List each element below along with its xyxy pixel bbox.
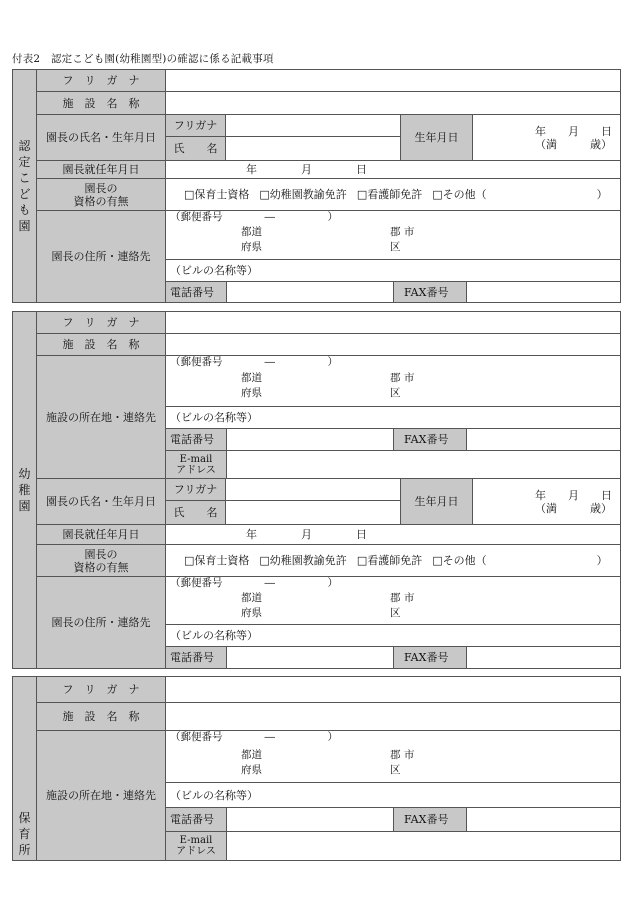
todo-label: 都道 xyxy=(241,372,262,384)
phone-label: 電話番号 xyxy=(166,647,227,668)
facility-name-label: 施 設 名 称 xyxy=(37,334,166,356)
qual-kangoshi[interactable]: □看護師免許 xyxy=(356,554,423,567)
facility-name-field[interactable] xyxy=(166,334,621,356)
email-label-l1: E-mail xyxy=(179,453,213,465)
director-address-field[interactable] xyxy=(166,211,621,260)
fuken-label: 府県 xyxy=(241,241,262,253)
qualification-label-l2: 資格の有無 xyxy=(73,194,129,208)
furigana-field[interactable] xyxy=(166,677,621,703)
email-field[interactable] xyxy=(227,832,621,860)
gun-shi-label: 郡 市 xyxy=(390,592,415,604)
section-label-text: 保育所 xyxy=(18,811,31,857)
facility-name-field[interactable] xyxy=(166,92,621,115)
fax-field[interactable] xyxy=(467,429,621,450)
fuken-label: 府県 xyxy=(241,607,262,619)
furigana-label: フ リ ガ ナ xyxy=(37,677,166,703)
phone-label: 電話番号 xyxy=(166,282,227,302)
building-field[interactable]: （ビルの名称等） xyxy=(166,625,621,647)
qualification-label xyxy=(37,179,166,211)
birth-ymd: 年 月 日 xyxy=(535,124,612,138)
section-label-hoikusho xyxy=(13,677,37,861)
section-yochien xyxy=(12,311,621,669)
qual-kyoyu[interactable]: □幼稚園教諭免許 xyxy=(259,554,347,567)
email-label-l2: アドレス xyxy=(176,464,216,476)
director-furigana-field[interactable] xyxy=(226,479,401,501)
phone-field[interactable] xyxy=(227,282,394,302)
phone-field[interactable] xyxy=(227,808,394,831)
email-row xyxy=(166,451,621,479)
ku-label: 区 xyxy=(390,387,401,399)
phone-fax-row xyxy=(166,647,621,669)
fax-label: FAX番号 xyxy=(394,808,467,831)
form-title: 付表2 認定こども園(幼稚園型)の確認に係る記載事項 xyxy=(12,53,274,65)
phone-field[interactable] xyxy=(227,647,394,668)
fax-label: FAX番号 xyxy=(394,282,467,302)
qualification-label-l2: 資格の有無 xyxy=(73,560,129,574)
gun-shi-label: 郡 市 xyxy=(390,372,415,384)
section-kodomoen xyxy=(12,69,621,303)
fax-field[interactable] xyxy=(467,647,621,668)
email-label-l2: アドレス xyxy=(176,846,216,857)
director-address-label: 園長の住所・連絡先 xyxy=(37,211,166,303)
section-label-text: 幼稚園 xyxy=(18,467,31,513)
facility-address-label: 施設の所在地・連絡先 xyxy=(37,356,166,479)
director-name-field[interactable] xyxy=(226,501,401,525)
section-hoikusho xyxy=(12,676,621,861)
ku-label: 区 xyxy=(390,241,401,253)
director-name-birth-label: 園長の氏名・生年月日 xyxy=(37,115,166,161)
phone-fax-row xyxy=(166,282,621,303)
section-label-text: 認定こども園 xyxy=(18,139,31,233)
fax-label: FAX番号 xyxy=(394,647,467,668)
todo-label: 都道 xyxy=(241,226,262,238)
email-row xyxy=(166,832,621,861)
postal-label: （郵便番号 ― ） xyxy=(170,356,338,368)
email-label xyxy=(166,832,227,860)
qual-other[interactable]: □その他（ ） xyxy=(432,554,608,567)
birth-age: （満 歳） xyxy=(535,501,612,515)
director-start-field[interactable]: 年 月 日 xyxy=(166,161,621,179)
qual-hoikushi[interactable]: □保育士資格 xyxy=(184,188,250,201)
qualification-options[interactable] xyxy=(166,179,621,211)
section-label-kodomoen xyxy=(13,70,37,303)
director-furigana-label: フリガナ xyxy=(166,479,226,501)
postal-label: （郵便番号 ― ） xyxy=(170,577,338,589)
director-start-field[interactable]: 年 月 日 xyxy=(166,525,621,545)
birth-date-field[interactable] xyxy=(473,115,621,161)
building-field[interactable]: （ビルの名称等） xyxy=(166,407,621,429)
section-label-yochien xyxy=(13,312,37,669)
fuken-label: 府県 xyxy=(241,764,262,776)
building-field[interactable]: （ビルの名称等） xyxy=(166,260,621,282)
director-shimei-label: 氏 名 xyxy=(166,501,226,525)
phone-field[interactable] xyxy=(227,429,394,450)
birth-date-label: 生年月日 xyxy=(401,115,473,161)
director-address-field[interactable] xyxy=(166,577,621,625)
ku-label: 区 xyxy=(390,607,401,619)
fax-field[interactable] xyxy=(467,282,621,302)
postal-label: （郵便番号 ― ） xyxy=(170,211,338,223)
phone-label: 電話番号 xyxy=(166,808,227,831)
postal-label: （郵便番号 ― ） xyxy=(170,731,338,743)
todo-label: 都道 xyxy=(241,592,262,604)
furigana-field[interactable] xyxy=(166,312,621,334)
phone-fax-row xyxy=(166,808,621,832)
facility-name-label: 施 設 名 称 xyxy=(37,703,166,731)
email-field[interactable] xyxy=(227,451,621,478)
facility-address-field[interactable] xyxy=(166,356,621,407)
qualification-options[interactable] xyxy=(166,545,621,577)
director-furigana-field[interactable] xyxy=(226,115,401,137)
birth-ymd: 年 月 日 xyxy=(535,488,612,502)
ku-label: 区 xyxy=(390,764,401,776)
birth-date-label: 生年月日 xyxy=(401,479,473,525)
facility-address-label: 施設の所在地・連絡先 xyxy=(37,731,166,861)
qual-hoikushi[interactable]: □保育士資格 xyxy=(184,554,250,567)
qualification-label-l1: 園長の xyxy=(84,181,118,195)
director-name-field[interactable] xyxy=(226,137,401,161)
furigana-label: フ リ ガ ナ xyxy=(37,70,166,92)
facility-address-field[interactable] xyxy=(166,731,621,783)
director-furigana-label: フリガナ xyxy=(166,115,226,137)
facility-name-field[interactable] xyxy=(166,703,621,731)
facility-name-label: 施 設 名 称 xyxy=(37,92,166,115)
qual-other[interactable]: □その他（ ） xyxy=(432,188,608,201)
qual-kyoyu[interactable]: □幼稚園教諭免許 xyxy=(259,188,347,201)
email-label xyxy=(166,451,227,478)
director-address-label: 園長の住所・連絡先 xyxy=(37,577,166,669)
director-shimei-label: 氏 名 xyxy=(166,137,226,161)
fax-field[interactable] xyxy=(467,808,621,831)
birth-age: （満 歳） xyxy=(535,137,612,151)
gun-shi-label: 郡 市 xyxy=(390,749,415,761)
gun-shi-label: 郡 市 xyxy=(390,226,415,238)
director-name-birth-label: 園長の氏名・生年月日 xyxy=(37,479,166,525)
qualification-label xyxy=(37,545,166,577)
qualification-label-l1: 園長の xyxy=(84,547,118,561)
fuken-label: 府県 xyxy=(241,387,262,399)
todo-label: 都道 xyxy=(241,749,262,761)
furigana-label: フ リ ガ ナ xyxy=(37,312,166,334)
director-start-label: 園長就任年月日 xyxy=(37,161,166,179)
furigana-field[interactable] xyxy=(166,70,621,92)
birth-date-field[interactable] xyxy=(473,479,621,525)
fax-label: FAX番号 xyxy=(394,429,467,450)
building-field[interactable]: （ビルの名称等） xyxy=(166,783,621,808)
phone-label: 電話番号 xyxy=(166,429,227,450)
director-start-label: 園長就任年月日 xyxy=(37,525,166,545)
email-label-l1: E-mail xyxy=(179,835,213,846)
qual-kangoshi[interactable]: □看護師免許 xyxy=(356,188,423,201)
phone-fax-row xyxy=(166,429,621,451)
